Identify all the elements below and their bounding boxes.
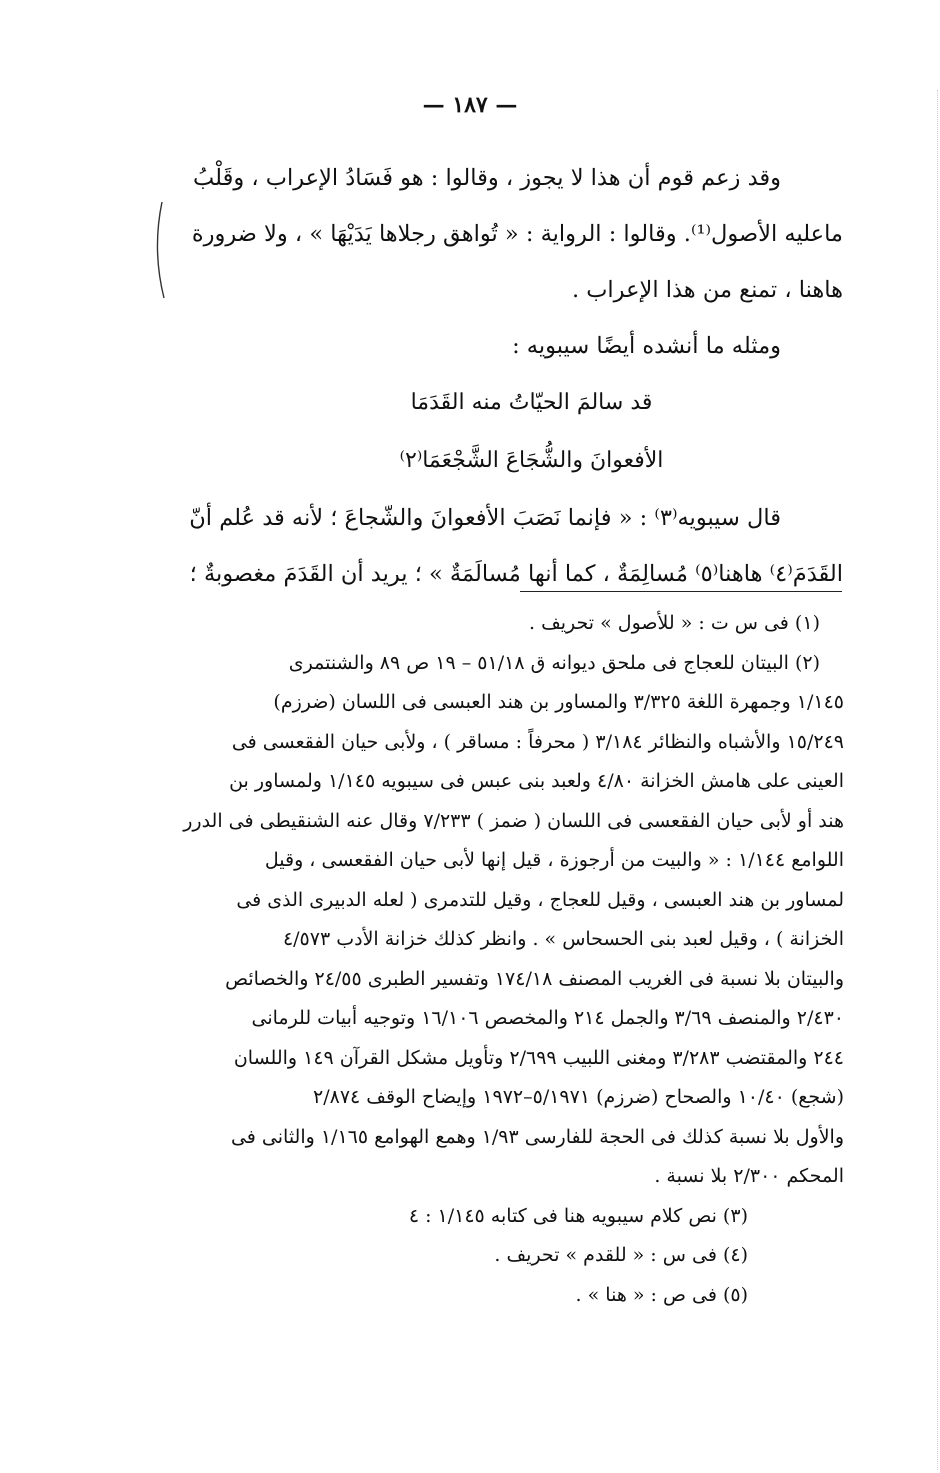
body-line: القَدَمَ⁽٤⁾ هاهنا⁽٥⁾ مُسالِمَةٌ ، كما أنها مُسالَمَةٌ » ؛ يريد أن القَدَمَ مغصوبةٌ ؛ (189, 561, 843, 587)
verse-line: الأفعوانَ والشُّجَاعَ الشَّجْعَمَا⁽٢⁾ (399, 448, 664, 473)
footnote-line: (شجع) ١٠/٤٠ والصحاح (ضرزم) ٥/١٩٧١–١٩٧٢ وإيضاح الوقف ٢/٨٧٤ (313, 1086, 844, 1108)
page-edge-line (936, 90, 938, 1470)
footnote-line: المحكم ٢/٣٠٠ بلا نسبة . (654, 1165, 844, 1187)
footnote-line: لمساور بن هند العبسى ، وقيل للعجاج ، وقيل للتدمرى ( لعله الدبيرى الذى فى (236, 888, 844, 911)
verse-intro: ومثله ما أنشده أيضًا سيبويه : (512, 333, 781, 359)
footnote-line: اللوامع ١/١٤٤ : « والبيت من أرجوزة ، قيل إنها لأبى حيان الفقعسى ، وقيل (264, 849, 844, 871)
footnote-line: ١/١٤٥ وجمهرة اللغة ٣/٣٢٥ والمساور بن هند العبسى فى اللسان (ضرزم) (273, 691, 844, 713)
footnote-separator (520, 591, 842, 592)
verse-line: قد سالمَ الحيّاتُ منه القَدَمَا (410, 390, 653, 415)
footnote-line: والبيتان بلا نسبة فى الغريب المصنف ١٧٤/١٨ وتفسير الطبرى ٢٤/٥٥ والخصائص (225, 967, 844, 990)
footnote-line: ٢٤٤ والمقتضب ٣/٢٨٣ ومغنى اللبيب ٢/٦٩٩ وتأويل مشكل القرآن ١٤٩ واللسان (233, 1046, 844, 1069)
verse (150, 374, 843, 490)
body-line: وقد زعم قوم أن هذا لا يجوز ، وقالوا : هو فَسَادُ الإعراب ، وقَلْبُ (193, 165, 781, 191)
footnote-line: (٢) البيتان للعجاج فى ملحق ديوانه ق ٥١/١٨ – ١٩ ص ٨٩ والشنتمرى (288, 651, 820, 674)
footnote-line: ١٥/٢٤٩ والأشباه والنظائر ٣/١٨٤ ( محرفاً : مساقر ) ، ولأبى حيان الفقعسى فى (231, 730, 844, 753)
body-line: ماعليه الأصول⁽¹⁾. وقالوا : الرواية : « تُواهق رجلاها يَدَيْهَا » ، ولا ضرورة (191, 221, 843, 247)
footnotes (136, 604, 844, 1315)
footnote-line: والأول بلا نسبة كذلك فى الحجة للفارسى ١/٩٣ وهمع الهوامع ١/١٦٥ والثانى فى (230, 1125, 844, 1148)
footnote-line: الخزانة ) ، وقيل لعبد بنى الحسحاس » . وانظر كذلك خزانة الأدب ٤/٥٧٣ (282, 928, 844, 950)
main-text (150, 150, 843, 602)
page-number: — ١٨٧ — (422, 92, 518, 118)
footnote-line: (٣) نص كلام سيبويه هنا فى كتابه ١/١٤٥ : ٤ (408, 1204, 748, 1227)
body-line: هاهنا ، تمنع من هذا الإعراب . (571, 277, 843, 303)
footnote-line: هند أو لأبى حيان الفقعسى فى اللسان ( ضمز ) ٧/٢٣٣ وقال عنه الشنقيطى فى الدرر (183, 809, 844, 832)
footnote-line: (٤) فى س : « للقدم » تحريف . (494, 1244, 748, 1266)
footnote-line: العينى على هامش الخزانة ٤/٨٠ ولعبد بنى عبس فى سيبويه ١/١٤٥ ولمساور بن (229, 770, 844, 792)
footnote-line: ٢/٤٣٠ والمنصف ٣/٦٩ والجمل ٢١٤ والمخصص ١٦/١٠٦ وتوجيه أبيات للرمانى (251, 1007, 844, 1029)
body-line: قال سيبويه⁽٣⁾ : « فإنما نَصَبَ الأفعوانَ والشّجاعَ ؛ لأنه قد عُلم أنّ (189, 505, 781, 531)
footnote-line: (١) فى س ت : « للأصول » تحريف . (529, 612, 820, 634)
footnote-line: (٥) فى ص : « هنا » . (575, 1283, 748, 1306)
